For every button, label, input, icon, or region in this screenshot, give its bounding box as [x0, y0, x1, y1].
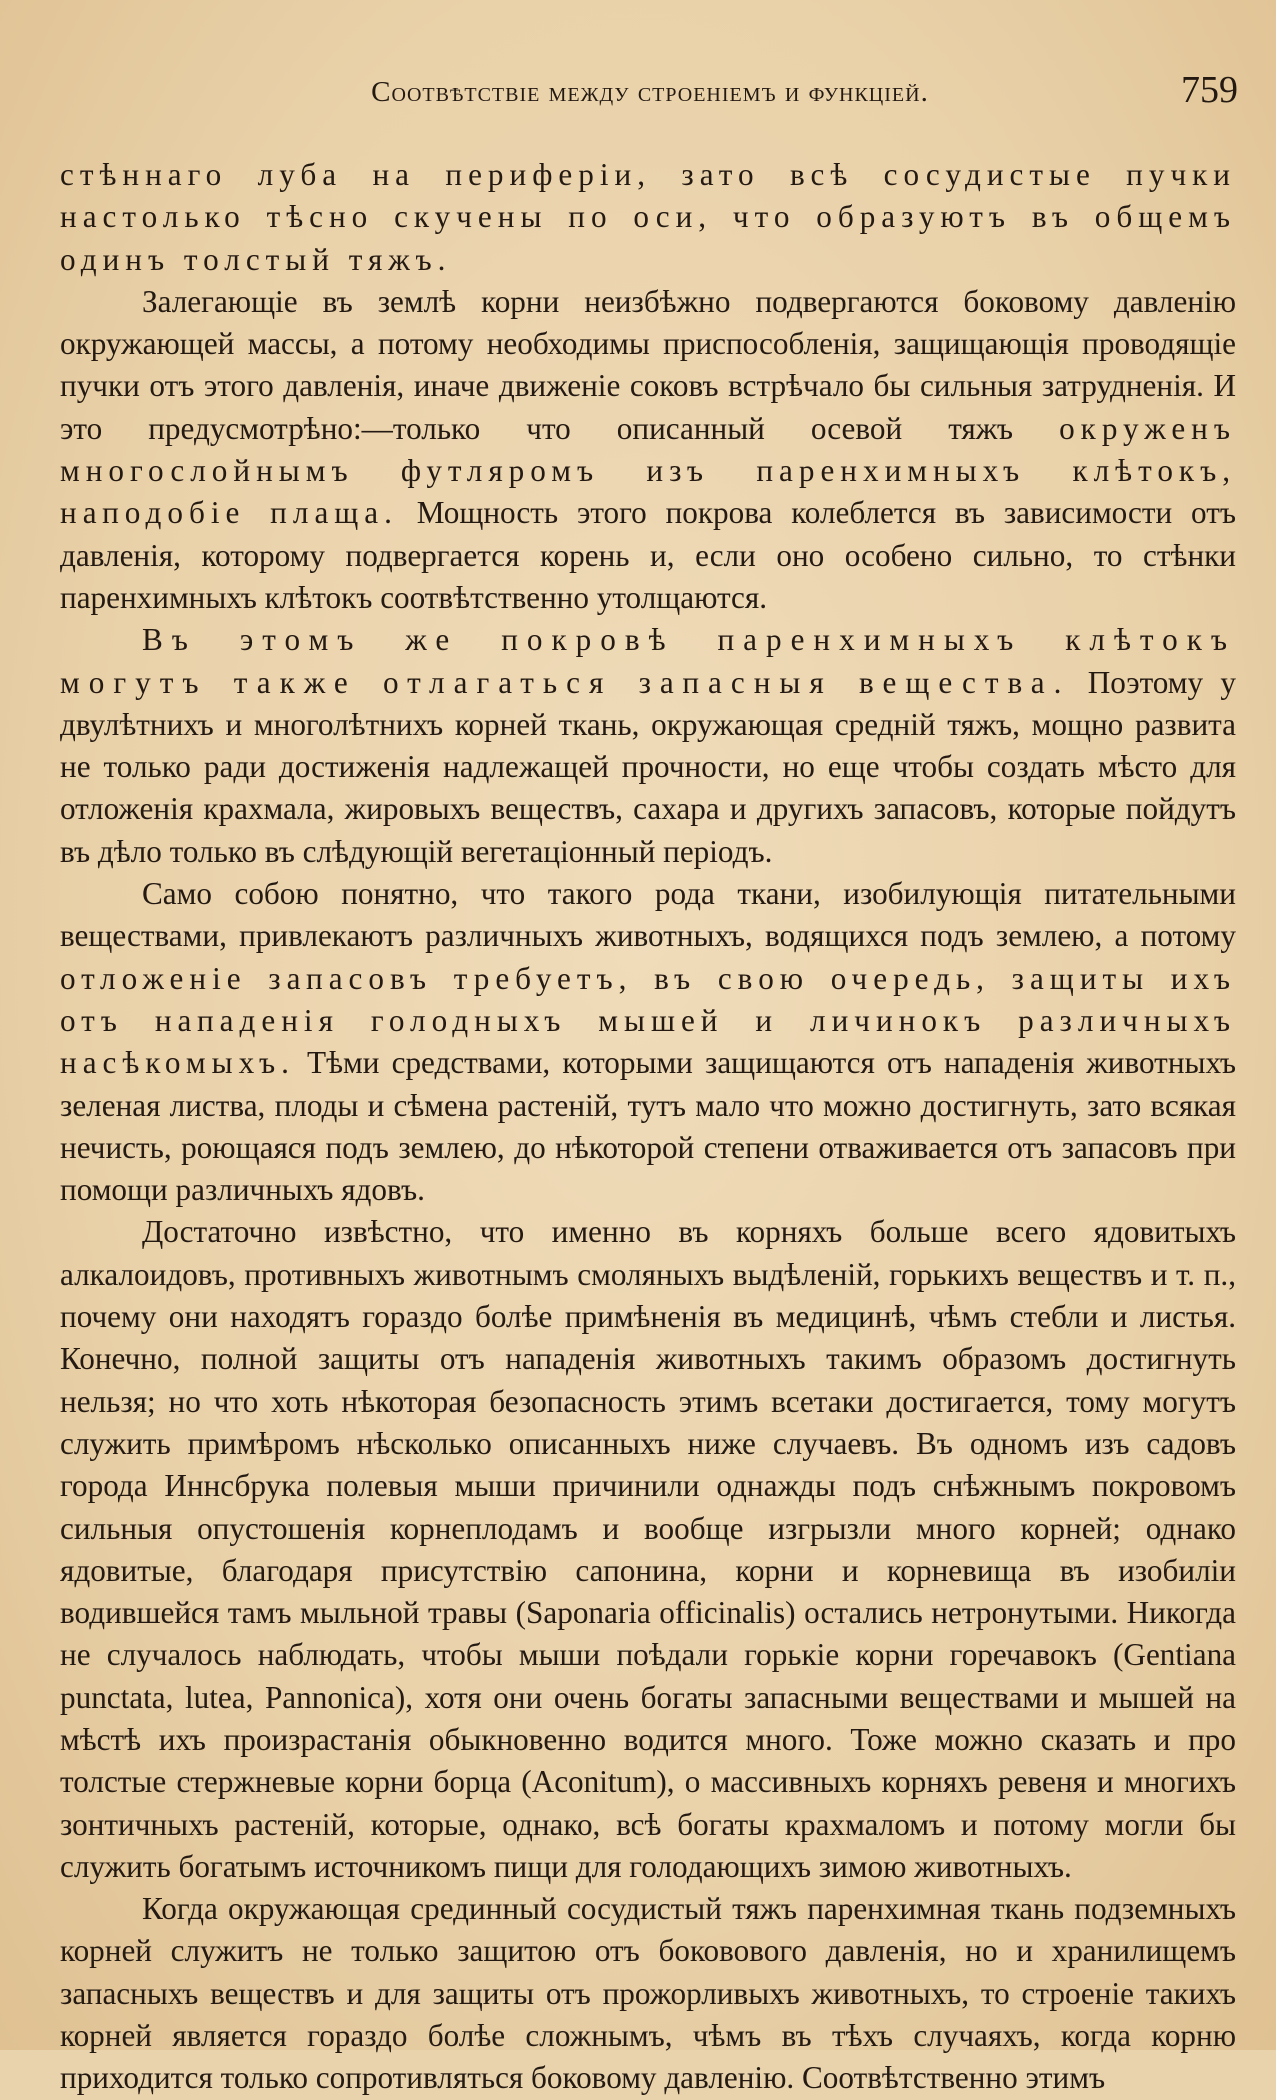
paragraph	[60, 873, 1236, 1211]
spaced-emphasis: Въ этомъ же покровѣ паренхимныхъ клѣтокъ могутъ также отлагаться запасныя вещества.	[60, 622, 1236, 700]
paragraph-text: стѣннаго луба на периферіи, зато всѣ сосудистые пучки настолько тѣсно скучены по оси, что образуютъ въ общемъ одинъ толстый тяжъ.	[60, 157, 1236, 277]
spaced-emphasis: отложеніе запасовъ требуетъ, въ свою очередь, защиты ихъ отъ нападенія голодныхъ мышей и личинокъ различныхъ насѣкомыхъ.	[60, 960, 1236, 1081]
paragraph	[60, 619, 1236, 873]
page-number: 759	[1181, 69, 1238, 111]
paragraph-text: Залегающіе въ землѣ корни неизбѣжно подвергаются боковому давленію окружающей массы, а потому необходимы приспособленія, защищающія проводящіе пучки отъ этого давленія, иначе движеніе соковъ встрѣчало бы сильныя затрудненія. И это предусмотрѣно:—только что описанный осевой тяжъ	[60, 283, 1236, 446]
paragraph	[60, 154, 1236, 281]
page-header	[62, 62, 1238, 122]
spaced-emphasis: окруженъ многослойнымъ футляромъ изъ паренхимныхъ клѣтокъ, наподобіе плаща.	[60, 410, 1236, 531]
paragraph-text: Тѣми средствами, которыми защищаются отъ нападенія животныхъ зеленая листва, плоды и сѣмена растеній, тутъ мало что можно достигнуть, зато всякая нечисть, роющаяся подъ землею, до нѣкоторой степени отваживается отъ запасовъ при помощи различныхъ ядовъ.	[60, 1045, 1236, 1208]
paragraph-text: Само собою понятно, что такого рода ткани, изобилующія питательными веществами, привлекаютъ различныхъ животныхъ, водящихся подъ землею, а потому	[60, 876, 1236, 954]
paragraph	[60, 1888, 1236, 2099]
paragraph-text: Поэтому у двулѣтнихъ и многолѣтнихъ корней ткань, окружающая средній тяжъ, мощно развита не только ради достиженія надлежащей прочности, но еще чтобы создать мѣсто для отложенія крахмала, жировыхъ веществъ, сахара и другихъ запасовъ, которые пойдутъ въ дѣло только въ слѣдующій вегетаціонный періодъ.	[60, 664, 1236, 869]
body-text	[60, 154, 1236, 2100]
paragraph-text: Достаточно извѣстно, что именно въ корняхъ больше всего ядовитыхъ алкалоидовъ, противныхъ животнымъ смоляныхъ выдѣленій, горькихъ веществъ и т. п., почему они находятъ гораздо болѣе примѣненія въ медицинѣ, чѣмъ стебли и листья. Конечно, полной защиты отъ нападенія животныхъ такимъ образомъ достигнуть нельзя; но что хоть нѣкоторая безопасность этимъ всетаки достигается, тому могутъ служить примѣромъ нѣсколько описанныхъ ниже случаевъ. Въ одномъ изъ садовъ города Иннсбрука полевыя мыши причинили однажды подъ снѣжнымъ покровомъ сильныя опустошенія корнеплодамъ и вообще изгрызли много корней; однако ядовитые, благодаря присутствію сапонина, корни и корневища въ изобиліи водившейся тамъ мыльной травы (Saponaria officinalis) остались нетронутыми. Никогда не случалось наблюдать, чтобы мыши поѣдали горькіе корни горечавокъ (Gentiana punctata, lutea, Pannonica), хотя они очень богаты запасными веществами и мышей на мѣстѣ ихъ произрастанія обыкновенно водится много. Тоже можно сказать и про толстые стержневые корни борца (Aconitum), о массивныхъ корняхъ ревеня и многихъ зонтичныхъ растеній, которые, однако, всѣ богаты крахмаломъ и потому могли бы служить богатымъ источникомъ пищи для голодающихъ зимою животныхъ.	[60, 1214, 1236, 1884]
paragraph-text: Мощность этого покрова колеблется въ зависимости отъ давленія, которому подвергается корень и, если оно особено сильно, то стѣнки паренхимныхъ клѣтокъ соотвѣтственно утолщаются.	[60, 495, 1236, 615]
paragraph-text: Когда окружающая срединный сосудистый тяжъ паренхимная ткань подземныхъ корней служитъ не только защитою отъ боковового давленія, но и хранилищемъ запасныхъ веществъ и для защиты отъ прожорливыхъ животныхъ, то строеніе такихъ корней является гораздо болѣе сложнымъ, чѣмъ въ тѣхъ случаяхъ, когда корню приходится только сопротивляться боковому давленію. Соотвѣтственно этимъ	[60, 1891, 1236, 2096]
running-title: Соотвѣтствіе между строеніемъ и функціей.	[371, 76, 929, 108]
paragraph	[60, 1211, 1236, 1888]
paragraph	[60, 281, 1236, 619]
